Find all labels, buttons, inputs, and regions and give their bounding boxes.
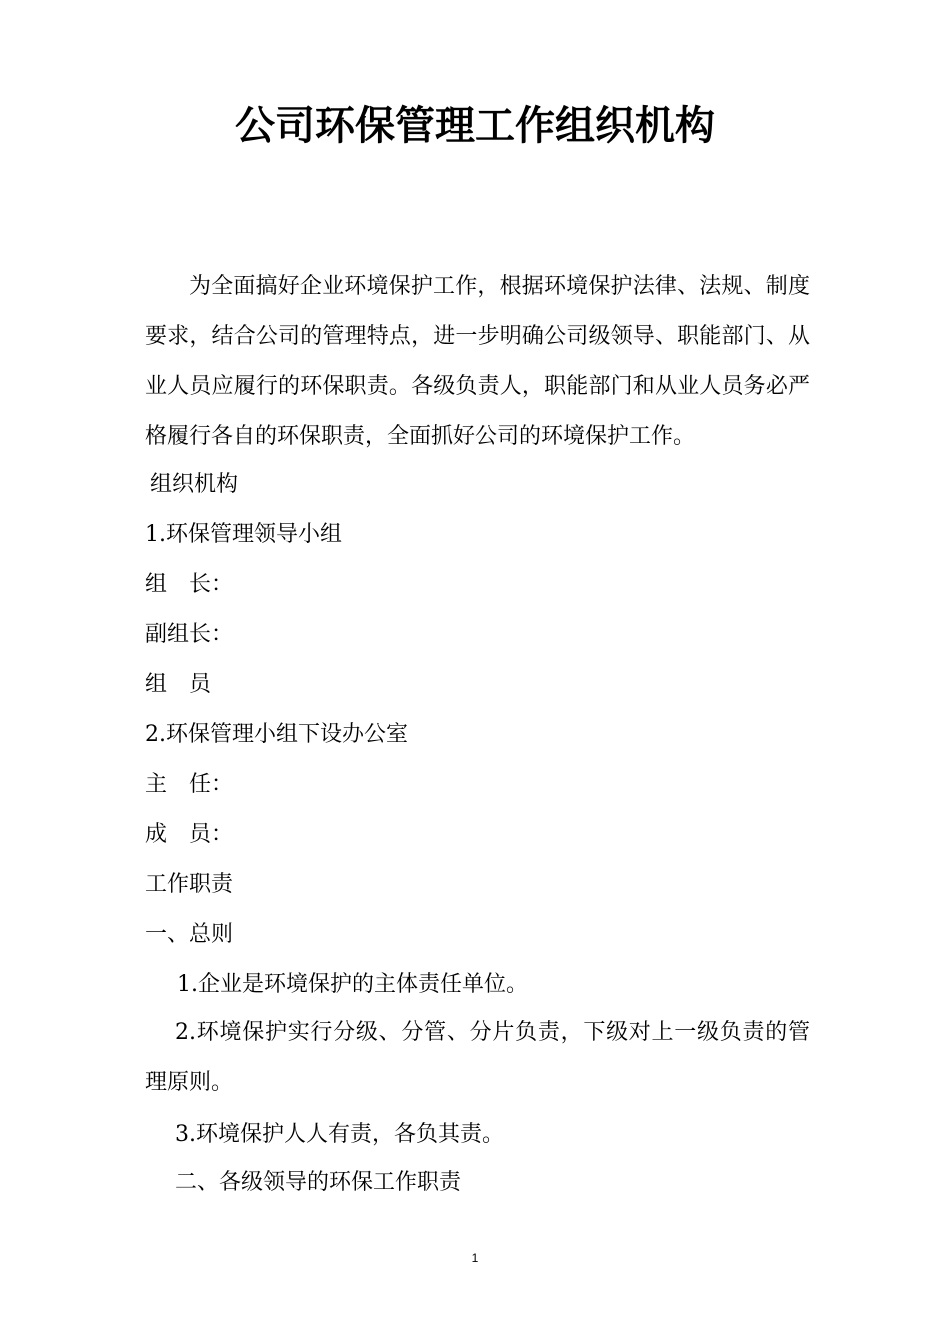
- group2-members-label: 成 员：: [145, 822, 234, 847]
- rule-2: 2.环境保护实行分级、分管、分片负责，下级对上一级负责的管理原则。: [145, 1020, 810, 1095]
- group1-leader-label: 组 长：: [145, 572, 234, 597]
- intro-paragraph: 为全面搞好企业环境保护工作，根据环境保护法律、法规、制度要求，结合公司的管理特点，进一步明确公司级领导、职能部门、从业人员应履行的环保职责。各级负责人，职能部门和从业人员务必严格履行各自的环保职责，全面抓好公司的环境保护工作。: [145, 274, 810, 449]
- rule-3: 3.环境保护人人有责，各负其责。: [175, 1122, 504, 1147]
- group1-deputy-label: 副组长：: [145, 622, 234, 647]
- document-title: 公司环保管理工作组织机构: [235, 103, 715, 149]
- group2-title: 2.环保管理小组下设办公室: [145, 722, 408, 747]
- group1-title: 1.环保管理领导小组: [145, 522, 342, 547]
- section-duties-heading: 工作职责: [145, 872, 234, 897]
- group1-members-label: 组 员: [145, 672, 212, 697]
- general-heading: 一、总则: [145, 922, 234, 947]
- page-number: 1: [471, 1251, 479, 1265]
- group2-director-label: 主 任：: [145, 772, 234, 797]
- section-two-heading: 二、各级领导的环保工作职责: [175, 1170, 462, 1195]
- rule-1: 1.企业是环境保护的主体责任单位。: [177, 972, 528, 997]
- section-org-heading: 组织机构: [150, 472, 239, 497]
